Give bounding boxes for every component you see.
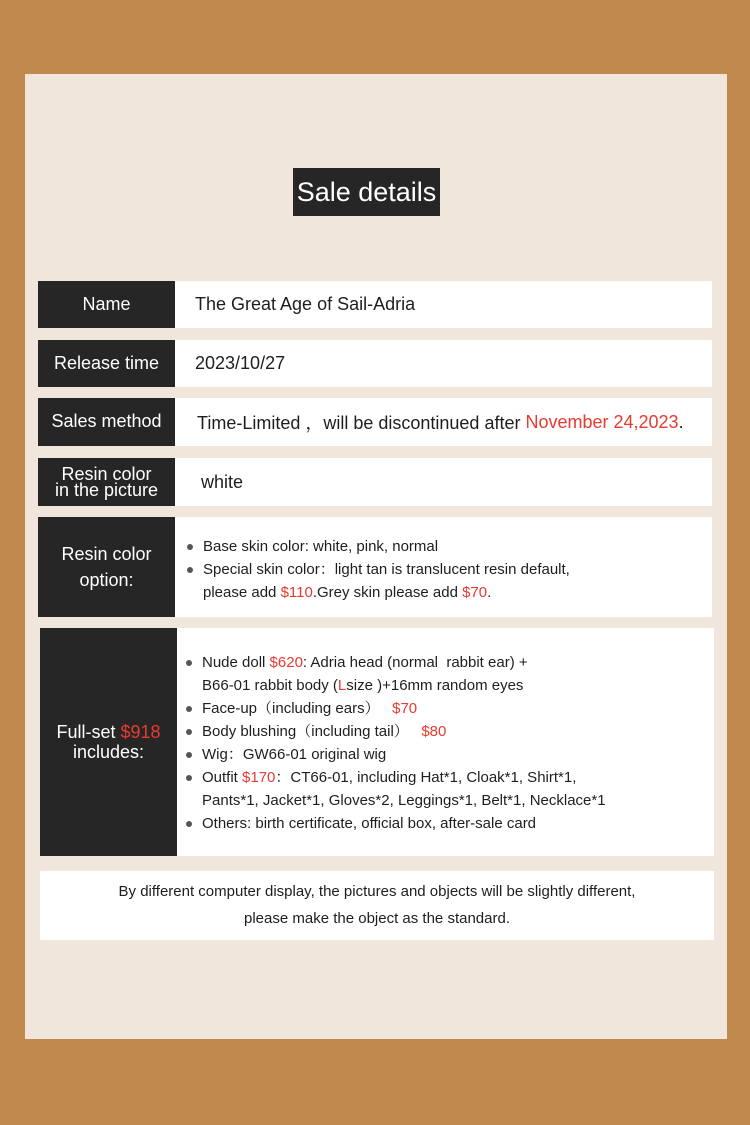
row-name: [38, 281, 712, 328]
row-fullset: [40, 628, 714, 856]
page-title: Sale details: [293, 168, 440, 216]
label-resin-color-picture: Resin color in the picture: [38, 458, 175, 506]
fullset-price: $918: [120, 722, 161, 742]
list-item: Base skin color: white, pink, normal: [187, 535, 570, 558]
value-sales-method: Time-Limited ，will be discontinued after November 24,2023 .: [175, 398, 712, 446]
discontinue-date: November 24,2023: [525, 411, 679, 432]
label-release-time: Release time: [38, 340, 175, 387]
fullset-list: [186, 651, 606, 835]
value-fullset: [177, 628, 714, 856]
list-item: Special skin color：light tan is translucent resin default, please add $110.Grey skin please add $70.: [187, 558, 570, 604]
value-resin-color-option: [175, 517, 712, 617]
list-item: Face-up（including ears） $70: [186, 697, 606, 720]
label-fullset: Full-set $918 includes:: [40, 628, 177, 856]
row-resin-color-picture: [38, 458, 712, 506]
value-release-time: 2023/10/27: [175, 340, 712, 387]
list-item: Body blushing（including tail） $80: [186, 720, 606, 743]
row-resin-color-option: [38, 517, 712, 617]
list-item: Nude doll $620: Adria head (normal rabbit ear) + B66-01 rabbit body (Lsize )+16mm random eyes: [186, 651, 606, 697]
label-resin-color-option: Resin color option:: [38, 517, 175, 617]
label-sales-method: Sales method: [38, 398, 175, 446]
label-name: Name: [38, 281, 175, 328]
row-sales-method: [38, 398, 712, 446]
list-item: Outfit $170：CT66-01, including Hat*1, Cloak*1, Shirt*1, Pants*1, Jacket*1, Gloves*2, Leggings*1, Belt*1, Necklace*1: [186, 766, 606, 812]
list-item: Others: birth certificate, official box, after-sale card: [186, 812, 606, 835]
disclaimer-note: By different computer display, the pictures and objects will be slightly different, please make the object as the standard.: [40, 871, 714, 940]
value-name: The Great Age of Sail-Adria: [175, 281, 712, 328]
resin-option-list: [187, 535, 570, 604]
row-release-time: [38, 340, 712, 387]
list-item: Wig：GW66-01 original wig: [186, 743, 606, 766]
value-resin-color-picture: white: [175, 458, 712, 506]
